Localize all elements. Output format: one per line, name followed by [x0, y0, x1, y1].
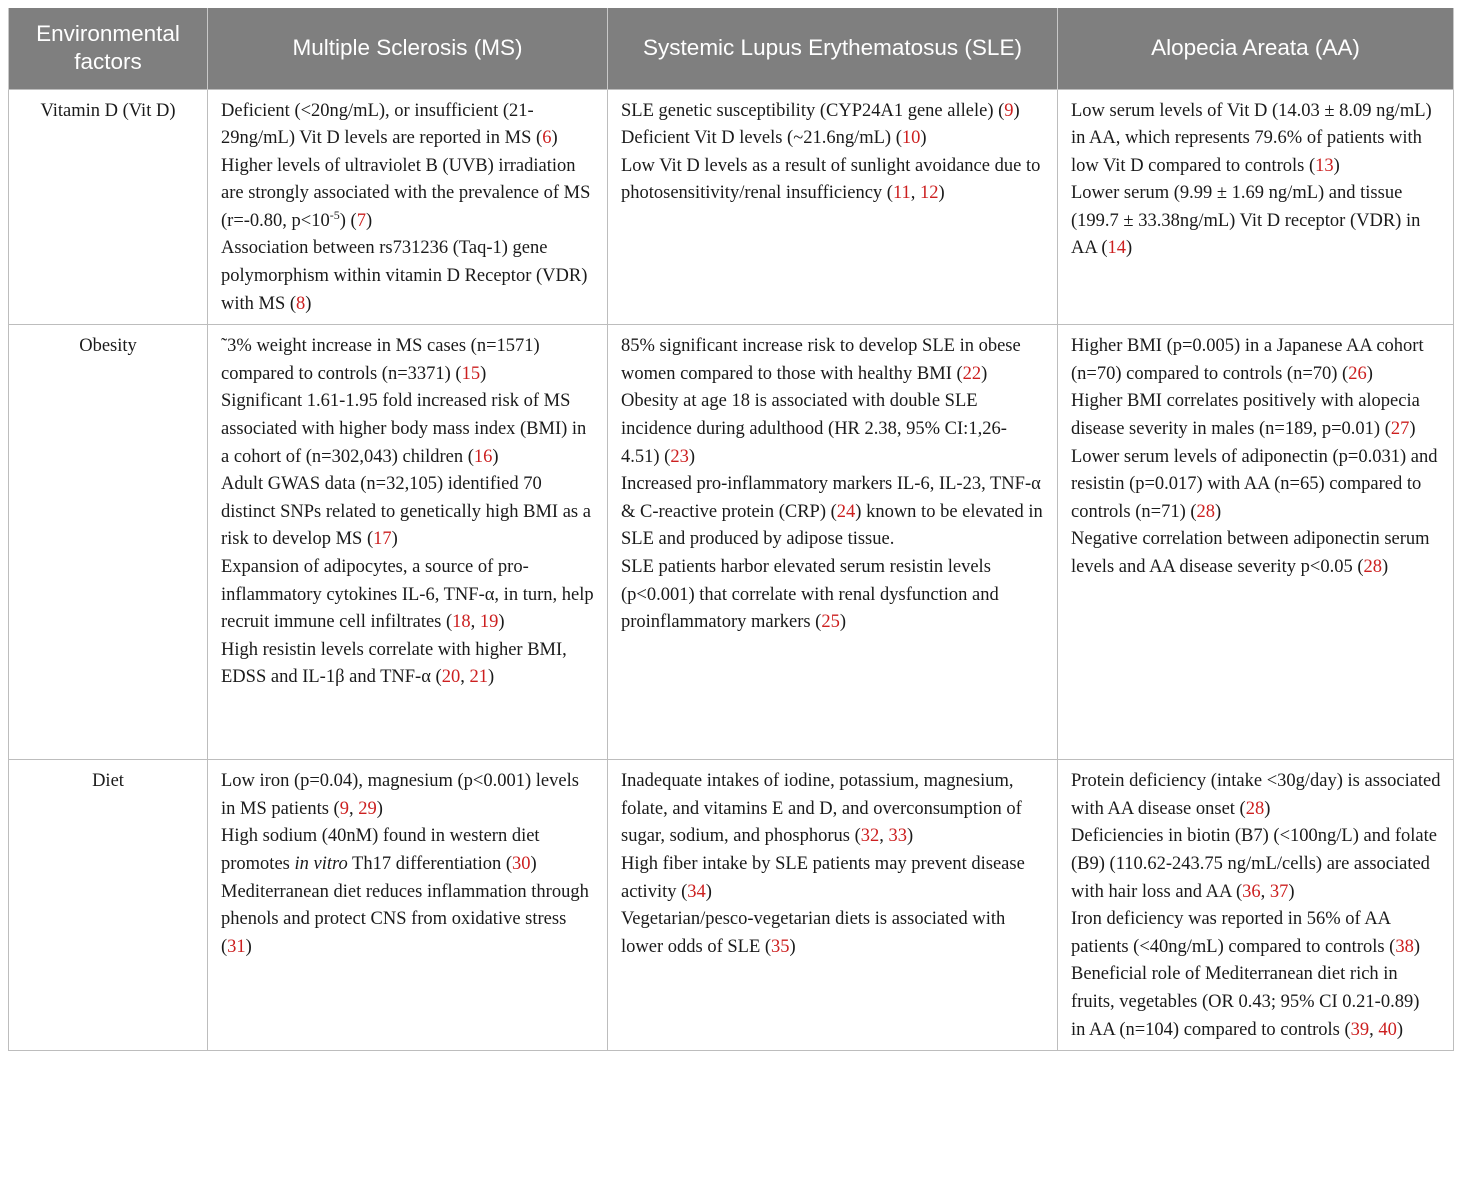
reference-link[interactable]: 32 [860, 826, 880, 847]
factor-cell: Obesity [9, 325, 208, 760]
reference-link[interactable]: 29 [358, 798, 377, 819]
text-run: ) [938, 183, 945, 204]
header-row [9, 8, 1454, 89]
reference-link[interactable]: 30 [512, 854, 531, 875]
text-run: Iron deficiency was reported in 56% of AA patients (<40ng/mL) compared to controls ( [1071, 909, 1396, 957]
text-run: ) [487, 667, 495, 688]
reference-link[interactable]: 36 [1242, 881, 1261, 902]
cell-entry [621, 851, 1045, 906]
reference-link[interactable]: 7 [356, 210, 366, 231]
cell-entry [1071, 388, 1441, 443]
text-run: ) known to be elevated in SLE and produced by adipose tissue. [621, 501, 1043, 550]
cell-entry [1071, 98, 1441, 181]
ms-cell [208, 325, 608, 760]
text-run: Th17 differentiation ( [347, 854, 512, 875]
text-run: ) [391, 529, 398, 550]
text-run: Obesity at age 18 is associated with double SLE incidence during adulthood (HR 2.38, 95% CI:1,26-4.51) ( [621, 391, 1007, 467]
text-run: Low serum levels of Vit D (14.03 ± 8.09 ng/mL) in AA, which represents 79.6% of patients with low Vit D compared to controls ( [1071, 100, 1432, 176]
cell-entry [221, 153, 595, 236]
text-run: ) [839, 612, 847, 633]
text-run: Deficiencies in biotin (B7) (<100ng/L) and folate (B9) (110.62-243.75 ng/mL/cells) are associated with hair loss and AA ( [1071, 826, 1437, 902]
reference-link[interactable]: 26 [1348, 363, 1367, 384]
cell-entry [1071, 906, 1441, 961]
text-run: ) [705, 881, 712, 902]
cell-entry [621, 153, 1045, 208]
superscript: -5 [329, 207, 340, 222]
text-run: ) [1215, 501, 1222, 522]
reference-link[interactable]: 13 [1315, 155, 1334, 176]
text-run: Deficient Vit D levels (~21.6ng/mL) ( [621, 128, 902, 149]
reference-link[interactable]: 40 [1378, 1019, 1397, 1040]
text-run: ) [305, 293, 312, 314]
text-run: Low iron (p=0.04), magnesium (p<0.001) levels in MS patients ( [221, 771, 579, 819]
text-run: Significant 1.61-1.95 fold increased risk of MS associated with higher body mass index (BMI) in a cohort of (n=302,043) children ( [221, 391, 587, 467]
text-run: ) [365, 210, 373, 231]
reference-link[interactable]: 39 [1350, 1019, 1370, 1040]
cell-entry [621, 554, 1045, 637]
text-run: SLE patients harbor elevated serum resistin levels (p<0.001) that correlate with renal dysfunction and proinflammatory markers ( [621, 557, 999, 633]
text-run: Higher levels of ultraviolet B (UVB) irradiation are strongly associated with the prevalence of MS (r=-0.80, p<10 [221, 155, 591, 231]
reference-link[interactable]: 6 [542, 128, 552, 149]
text-run: Increased pro-inflammatory markers IL-6, IL-23, TNF-α & C-reactive protein (CRP) ( [621, 474, 1041, 522]
table-row-vitamin-d [9, 89, 1454, 325]
reference-link[interactable]: 19 [479, 612, 499, 633]
text-run: ) [1409, 419, 1416, 440]
text-run: Adult GWAS data (n=32,105) identified 70 distinct SNPs related to genetically high BMI as a risk to develop MS ( [221, 474, 591, 550]
cell-entry [1071, 180, 1441, 263]
table-header [9, 8, 1454, 89]
cell-entry [621, 333, 1045, 388]
reference-link[interactable]: 33 [888, 826, 907, 847]
cell-entry [221, 471, 595, 554]
header-multiple-sclerosis: Multiple Sclerosis (MS) [208, 8, 608, 89]
reference-link[interactable]: 25 [821, 612, 840, 633]
sle-cell [608, 89, 1058, 325]
cell-entry [621, 768, 1045, 851]
reference-link[interactable]: 14 [1107, 238, 1126, 259]
reference-link[interactable]: 11 [892, 183, 911, 204]
text-run: in AA (n=104) compared to controls ( [1071, 1019, 1351, 1040]
sle-cell [608, 325, 1058, 760]
text-run: ) [981, 363, 988, 384]
text-run: Deficient (<20ng/mL), or insufficient (21-29ng/mL) Vit D levels are reported in MS ( [221, 100, 543, 149]
cell-entry [221, 554, 595, 637]
reference-link[interactable]: 22 [962, 363, 982, 384]
reference-link[interactable]: 28 [1196, 501, 1216, 522]
text-run: ) [551, 128, 558, 149]
reference-link[interactable]: 9 [1004, 100, 1014, 121]
cell-entry [221, 235, 595, 318]
text-run: ) [1264, 798, 1271, 819]
cell-entry [621, 388, 1045, 471]
text-run: ) [920, 128, 927, 149]
text-run: , [1369, 1019, 1379, 1040]
text-run: Higher BMI correlates positively with alopecia disease severity in males (n=189, p=0.01) ( [1071, 391, 1420, 440]
cell-entry [221, 637, 595, 692]
text-run: ) [245, 936, 252, 957]
aa-cell [1058, 89, 1454, 325]
factor-cell: Diet [9, 760, 208, 1051]
reference-link[interactable]: 34 [687, 881, 706, 902]
reference-link[interactable]: 35 [771, 936, 790, 957]
cell-entry [1071, 961, 1441, 1016]
text-run: Expansion of adipocytes, a source of pro-inflammatory cytokines IL-6, TNF-α, in turn, help recruit immune cell infiltrates ( [221, 557, 594, 633]
text-run: ) [376, 798, 383, 819]
text-run: ) [1333, 155, 1340, 176]
reference-link[interactable]: 16 [473, 446, 493, 467]
environmental-factors-table [8, 8, 1454, 1051]
text-run: ) [480, 363, 487, 384]
text-run: ) [1366, 363, 1373, 384]
cell-entry [1071, 333, 1441, 388]
text-run: ) [789, 936, 796, 957]
reference-link[interactable]: 10 [901, 128, 921, 149]
table-row-obesity [9, 325, 1454, 760]
cell-entry [621, 98, 1045, 126]
text-run: ) [1382, 557, 1389, 577]
text-run: ) [1288, 881, 1295, 902]
text-run: ) [1413, 936, 1421, 957]
factor-cell: Vitamin D (Vit D) [9, 89, 208, 325]
text-run: High sodium (40nM) found in western diet promotes [221, 826, 540, 875]
text-run: Protein deficiency (intake <30g/day) is associated with AA disease onset ( [1071, 771, 1441, 819]
text-run: SLE genetic susceptibility (CYP24A1 gene allele) ( [621, 100, 1005, 121]
text-run: Higher BMI (p=0.005) in a Japanese AA cohort (n=70) compared to controls (n=70) ( [1071, 336, 1424, 384]
text-run: , [910, 183, 921, 204]
reference-link[interactable]: 24 [836, 501, 856, 522]
aa-cell [1058, 760, 1454, 1051]
cell-entry [1071, 823, 1441, 906]
reference-link[interactable]: 12 [920, 183, 939, 204]
reference-link[interactable]: 9 [339, 798, 349, 819]
cell-entry [1071, 444, 1441, 527]
cell-entry [1071, 768, 1441, 823]
ms-cell [208, 760, 608, 1051]
reference-link[interactable]: 28 [1245, 798, 1265, 819]
ms-cell [208, 89, 608, 325]
reference-link[interactable]: 37 [1269, 881, 1289, 902]
text-run: , [879, 826, 889, 847]
sle-cell [608, 760, 1058, 1051]
text-run: , [348, 798, 359, 819]
cell-entry [221, 879, 595, 962]
reference-link[interactable]: 38 [1395, 936, 1414, 957]
text-run: ) [688, 446, 695, 467]
text-run: High fiber intake by SLE patients may prevent disease activity ( [621, 854, 1025, 902]
text-run: ) [907, 826, 914, 847]
text-run: , [470, 612, 480, 633]
reference-link[interactable]: 31 [227, 936, 246, 957]
text-run: Mediterranean diet reduces inflammation through phenols and protect CNS from oxidative stress ( [221, 881, 589, 957]
aa-cell [1058, 325, 1454, 760]
cell-entry [1071, 526, 1441, 581]
cell-entry [221, 388, 595, 471]
text-run: ˜3% weight increase in MS cases (n=1571) compared to controls (n=3371) ( [221, 336, 540, 384]
header-systemic-lupus: Systemic Lupus Erythematosus (SLE) [608, 8, 1058, 89]
reference-link[interactable]: 21 [469, 667, 488, 688]
text-run: Lower serum levels of adiponectin (p=0.031) and resistin (p=0.017) with AA (n=65) compared to controls (n=71) ( [1071, 446, 1438, 522]
text-run: 85% significant increase risk to develop SLE in obese women compared to those with healthy BMI ( [621, 336, 1021, 384]
reference-link[interactable]: 18 [452, 612, 471, 633]
text-run: ) [1126, 238, 1133, 259]
reference-link[interactable]: 20 [441, 667, 461, 688]
text-run: , [460, 667, 470, 688]
text-run: Lower serum (9.99 ± 1.69 ng/mL) and tissue (199.7 ± 33.38ng/mL) Vit D receptor (VDR) in AA ( [1071, 183, 1421, 259]
header-environmental-factors: Environmental factors [9, 8, 208, 89]
text-run: ) [498, 612, 505, 633]
italic-text: in vitro [294, 854, 348, 875]
text-run: Association between rs731236 (Taq-1) gene polymorphism within vitamin D Receptor (VDR) with MS ( [221, 238, 588, 314]
cell-entry [621, 125, 1045, 153]
text-run: Inadequate intakes of iodine, potassium, magnesium, folate, and vitamins E and D, and overconsumption of sugar, sodium, and phosphorus ( [621, 771, 1022, 847]
text-run: ) ( [339, 210, 357, 231]
text-run: Low Vit D levels as a result of sunlight avoidance due to photosensitivity/renal insufficiency ( [621, 155, 1041, 204]
text-run: , [1260, 881, 1270, 902]
text-run: Beneficial role of Mediterranean diet rich in fruits, vegetables (OR 0.43; 95% CI 0.21-0.89) [1071, 964, 1420, 1012]
text-run: High resistin levels correlate with higher BMI, EDSS and IL-1β and TNF-α ( [221, 639, 567, 688]
table-row-diet [9, 760, 1454, 1051]
text-run: ) [492, 446, 499, 467]
text-run: ) [1013, 100, 1020, 121]
header-alopecia-areata: Alopecia Areata (AA) [1058, 8, 1454, 89]
reference-link[interactable]: 15 [461, 363, 481, 384]
reference-link[interactable]: 28 [1363, 557, 1382, 577]
cell-entry [1071, 1017, 1441, 1045]
table-body [9, 89, 1454, 1051]
cell-entry [221, 98, 595, 153]
reference-link[interactable]: 27 [1390, 419, 1410, 440]
text-run: ) [1396, 1019, 1404, 1040]
cell-entry [221, 823, 595, 878]
reference-link[interactable]: 8 [296, 293, 306, 314]
reference-link[interactable]: 17 [373, 529, 392, 550]
reference-link[interactable]: 23 [670, 446, 689, 467]
text-run: Vegetarian/pesco-vegetarian diets is associated with lower odds of SLE ( [621, 909, 1006, 957]
text-run: Negative correlation between adiponectin serum levels and AA disease severity p<0.05 ( [1071, 529, 1430, 577]
cell-entry [621, 471, 1045, 554]
text-run: ) [530, 854, 537, 875]
cell-entry [221, 768, 595, 823]
cell-entry [221, 333, 595, 388]
cell-entry [621, 906, 1045, 961]
